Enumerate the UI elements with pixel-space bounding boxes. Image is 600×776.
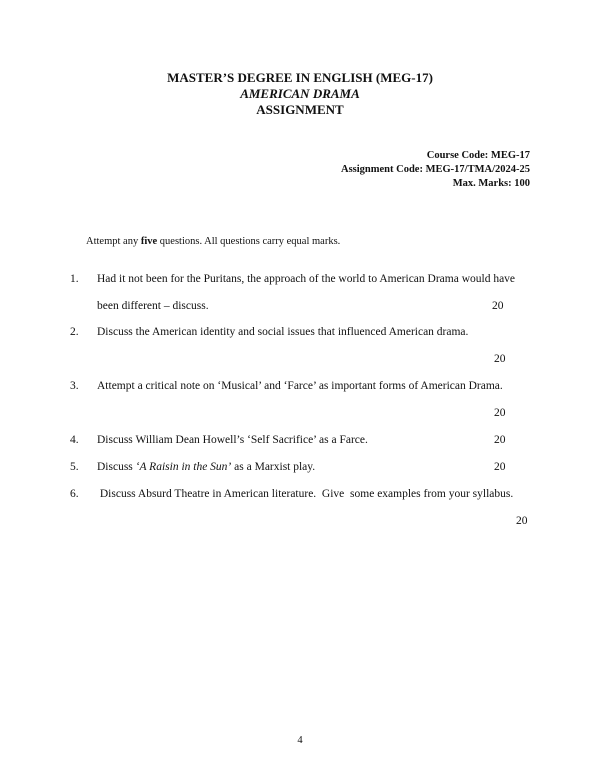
question-text: Had it not been for the Puritans, the approach of the world to American Drama would have [97,273,516,285]
question-marks: 20 [516,515,528,527]
question-marks: 20 [494,461,506,473]
instructions [86,236,340,247]
document-title: MASTER’S DEGREE IN ENGLISH (MEG-17) [167,70,433,85]
question-text [97,461,315,473]
instructions-post: questions. All questions carry equal marks. [157,236,341,247]
question-text-pre: Discuss [97,461,136,473]
question-text: Attempt a critical note on ‘Musical’ and ‘Farce’ as important forms of American Drama. [97,380,503,392]
question-number: 5. [70,461,79,473]
instructions-bold: five [140,236,158,247]
course-code: Course Code: MEG-17 [426,150,530,161]
question-number: 6. [70,488,79,500]
assignment-heading: ASSIGNMENT [256,102,344,117]
question-text: Discuss William Dean Howell’s ‘Self Sacrifice’ as a Farce. [97,434,368,446]
question-marks: 20 [494,407,506,419]
page-number: 4 [297,735,303,746]
question-text-post: as a Marxist play. [231,461,316,473]
question-number: 3. [70,380,79,392]
question-marks: 20 [492,300,504,312]
question-marks: 20 [494,353,506,365]
question-number: 1. [70,273,79,285]
assignment-code: Assignment Code: MEG-17/TMA/2024-25 [341,164,530,175]
question-text-continued: been different – discuss. [97,300,209,312]
question-text: Discuss the American identity and social issues that influenced American drama. [97,326,469,338]
max-marks: Max. Marks: 100 [452,178,530,189]
question-marks: 20 [494,434,506,446]
question-number: 4. [70,434,79,446]
play-title: ‘A Raisin in the Sun’ [135,461,232,473]
instructions-pre: Attempt any [86,236,141,247]
question-number: 2. [70,326,79,338]
question-text: Discuss Absurd Theatre in American literature. Give some examples from your syllabus. [97,488,514,500]
course-title: AMERICAN DRAMA [240,86,360,101]
